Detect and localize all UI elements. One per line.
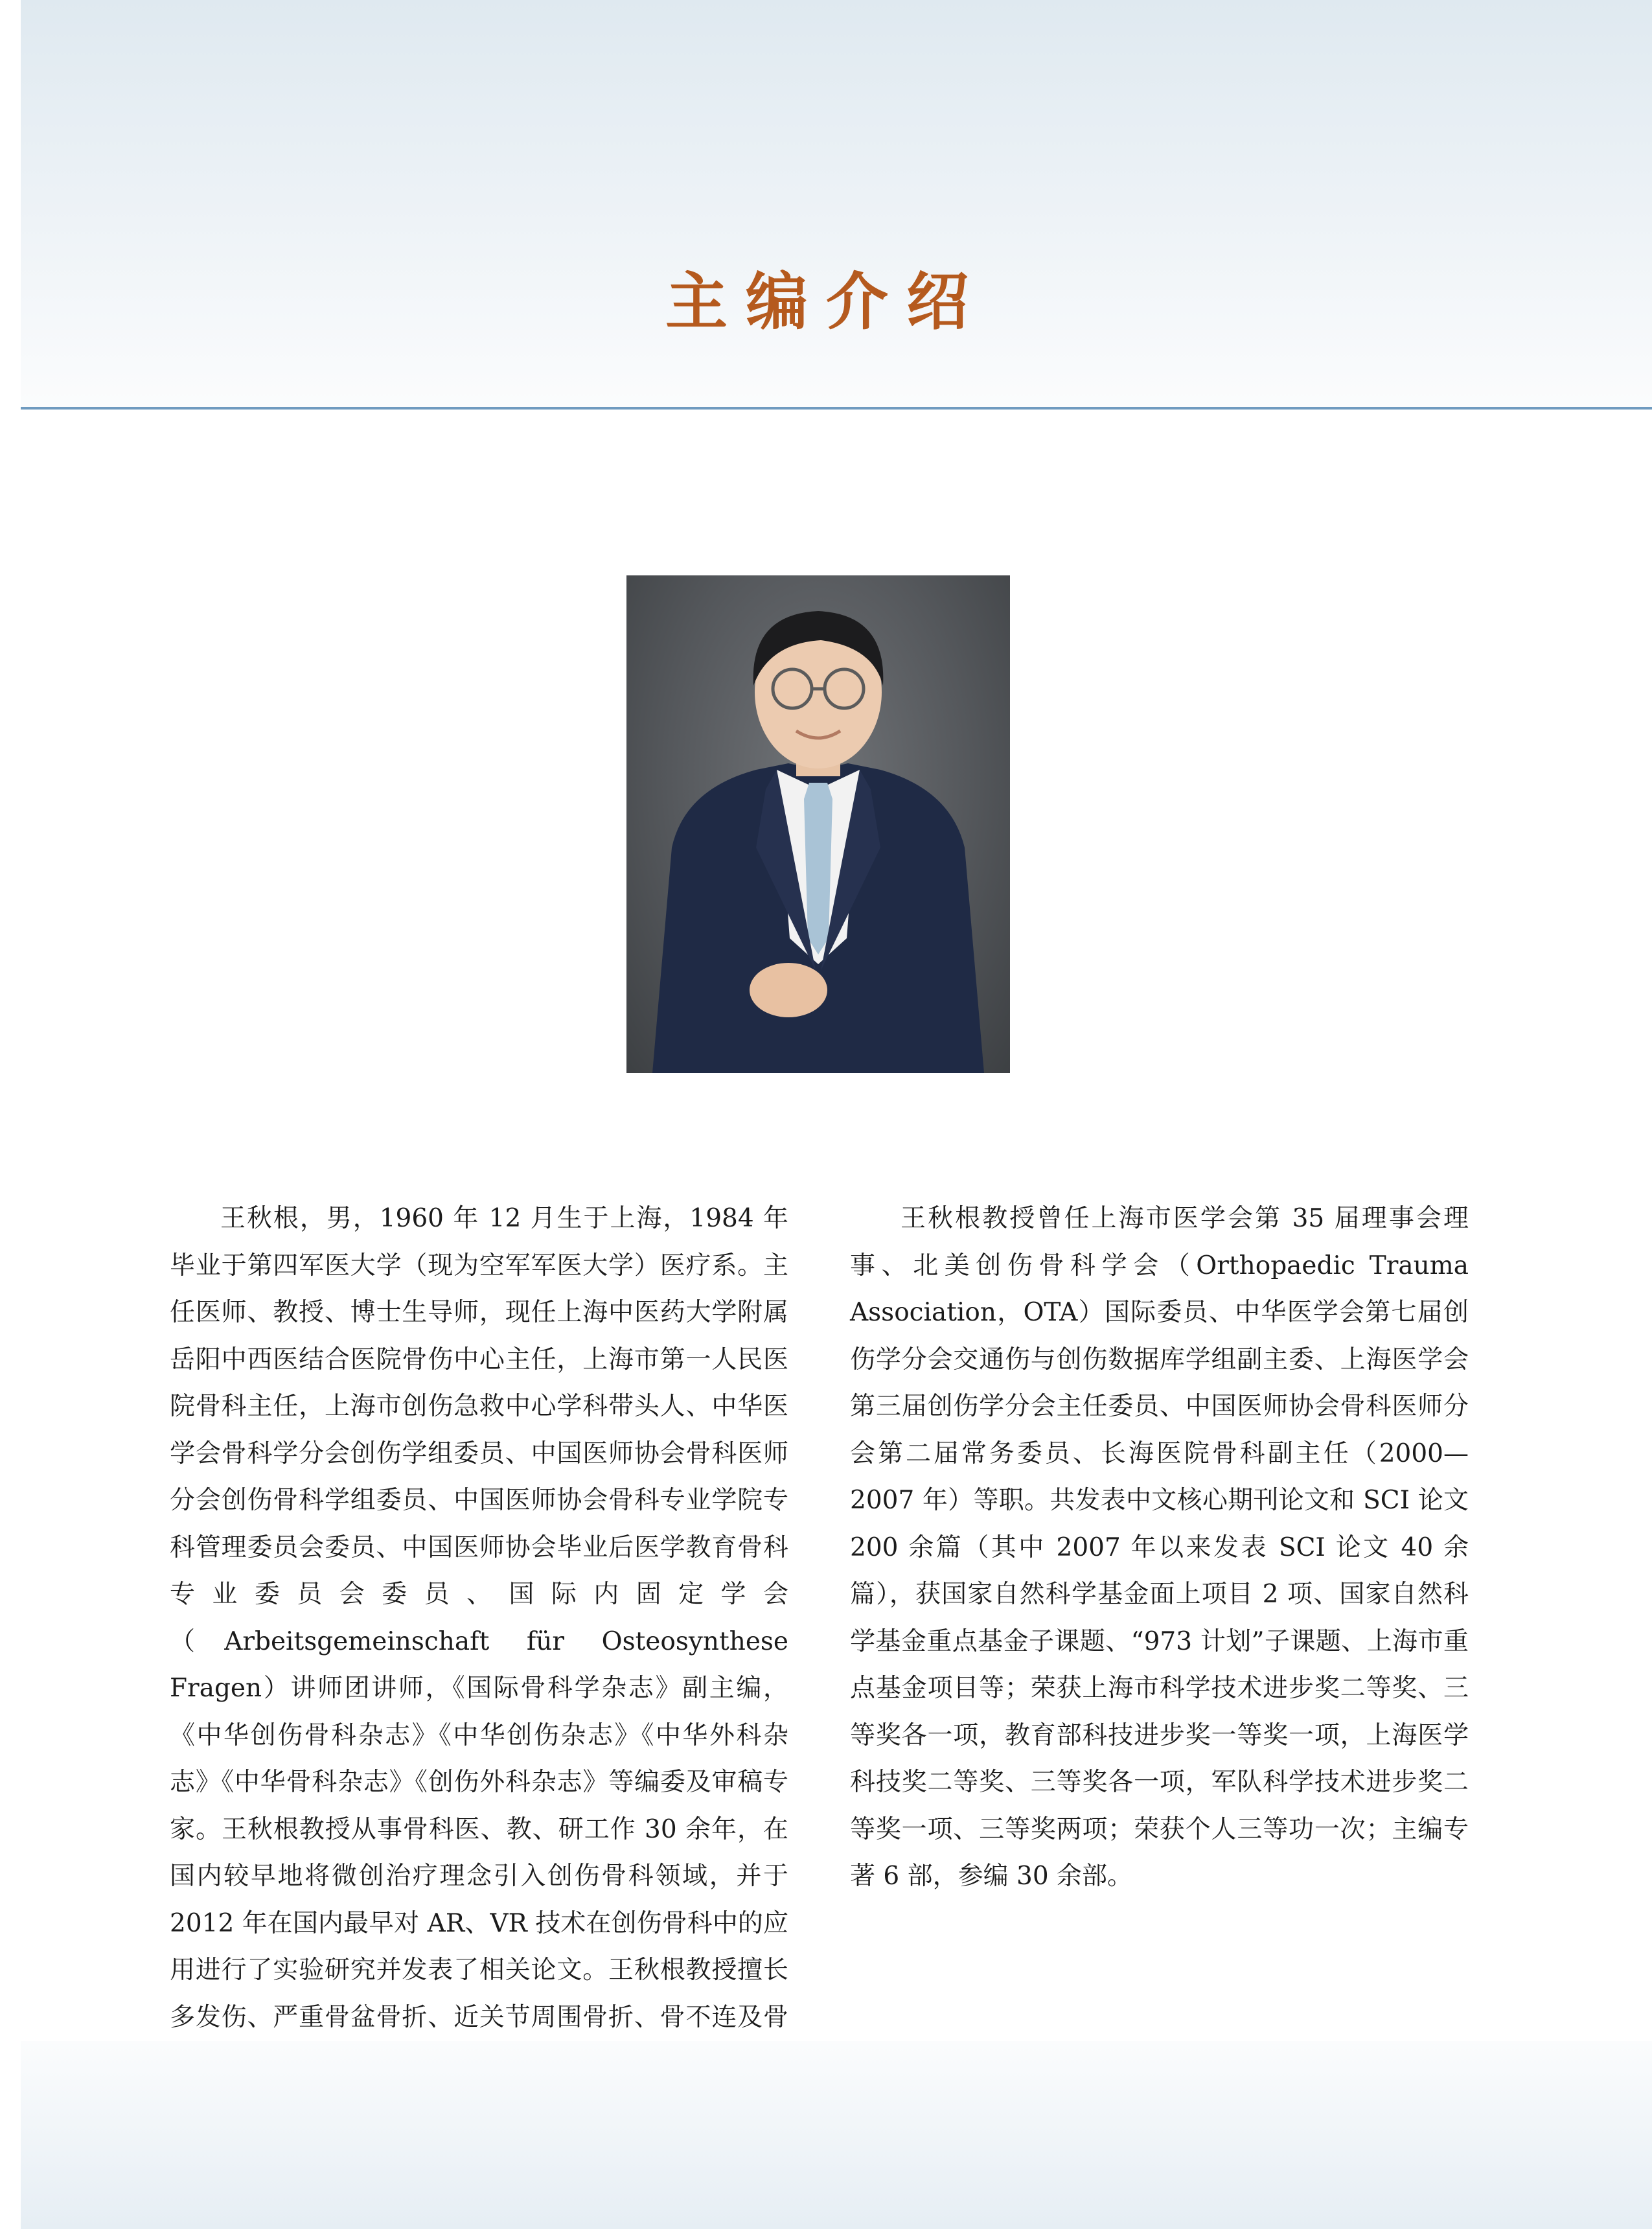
header-divider	[21, 407, 1652, 410]
page-title: 主编介绍	[665, 266, 987, 338]
bio-paragraph-2: 王秋根教授曾任上海市医学会第 35 届理事会理事、北美创伤骨科学会（Orthopaedic Trauma Association，OTA）国际委员、中华医学会第七届创伤学分会交通伤与创伤数据库学组副主委、上海医学会第三届创伤学分会主任委员、中国医师协会骨科医师分会第二届常务委员、长海医院骨科副主任（2000—2007 年）等职。共发表中文核心期刊论文和 SCI 论文 200 余篇（其中 2007 年以来发表 SCI 论文 40 余篇），获国家自然科学基金面上项目 2 项、国家自然科学基金重点基金子课题、“973 计划”子课题、上海市重点基金项目等；荣获上海市科学技术进步奖二等奖、三等奖各一项，教育部科技进步奖一等奖一项，上海医学科技奖二等奖、三等奖各一项，军队科学技术进步奖二等奖一项、三等奖两项；荣获个人三等功一次；主编专著 6 部，参编 30 余部。	[850, 1204, 1469, 1891]
bio-text-column-continued	[850, 1195, 1469, 1900]
bio-paragraph-1: 王秋根，男，1960 年 12 月生于上海，1984 年毕业于第四军医大学（现为空军军医大学）医疗系。主任医师、教授、博士生导师，现任上海中医药大学附属岳阳中西医结合医院骨伤中心主任，上海市第一人民医院骨科主任，上海市创伤急救中心学科带头人、中华医学会骨科学分会创伤学组委员、中国医师协会骨科医师分会创伤骨科学组委员、中国医师协会骨科专业学院专科管理委员会委员、中国医师协会毕业后医学教育骨科专业委员会委员、国际内固定学会（Arbeitsgemeinschaft für Osteosynthese Fragen）讲师团讲师，《国际骨科学杂志》副主编，《中华创伤骨科杂志》《中华创伤杂志》《中华外科杂志》《中华骨科杂志》《创伤外科杂志》等编委及审稿专家。王秋根教授从事骨科医、教、研工作 30 余年，在国内较早地将微创治疗理念引入创伤骨科领域，并于 2012 年在国内最早对 AR、VR 技术在创伤骨科中的应用进行了实验研究并发表了相关论文。王秋根教授擅长多发伤、严重骨盆骨折、近关节周围骨折、骨不连及骨	[170, 1204, 788, 2032]
header-band	[21, 0, 1652, 408]
footer-band	[21, 2041, 1652, 2229]
portrait-photo	[626, 575, 1010, 1073]
portrait-illustration	[626, 575, 1010, 1073]
bio-text-column	[170, 1195, 788, 2135]
